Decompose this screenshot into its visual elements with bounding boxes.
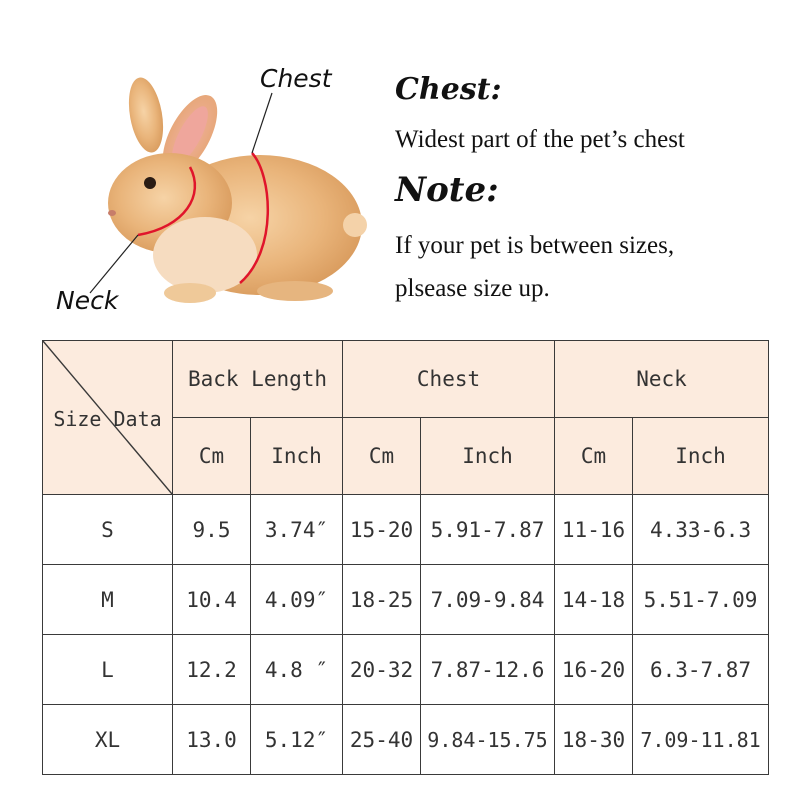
table-cell: 9.5	[173, 495, 251, 565]
unit-inch: Inch	[251, 418, 343, 495]
table-cell: 4.09″	[251, 565, 343, 635]
unit-cm: Cm	[343, 418, 421, 495]
table-cell: 5.51-7.09	[633, 565, 769, 635]
size-cell: M	[43, 565, 173, 635]
table-header-row-groups	[43, 341, 769, 418]
chest-heading: Chest:	[395, 72, 502, 107]
header-neck: Neck	[555, 341, 769, 418]
table-cell: 4.33-6.3	[633, 495, 769, 565]
note-line-1: If your pet is between sizes,	[395, 232, 675, 259]
table-cell: 20-32	[343, 635, 421, 705]
table-row	[43, 705, 769, 775]
table-cell: 13.0	[173, 705, 251, 775]
table-cell: 11-16	[555, 495, 633, 565]
header-back-length: Back Length	[173, 341, 343, 418]
table-cell: 6.3-7.87	[633, 635, 769, 705]
table-cell: 12.2	[173, 635, 251, 705]
rabbit-measurement-illustration	[40, 55, 380, 325]
table-cell: 7.09-9.84	[421, 565, 555, 635]
table-cell: 16-20	[555, 635, 633, 705]
header-chest: Chest	[343, 341, 555, 418]
size-cell: L	[43, 635, 173, 705]
unit-inch: Inch	[633, 418, 769, 495]
table-cell: 18-25	[343, 565, 421, 635]
size-chart-table	[42, 340, 769, 775]
chest-label: Chest	[260, 64, 332, 93]
rabbit-ear-back	[124, 75, 169, 155]
chest-pointer	[252, 93, 272, 153]
unit-cm: Cm	[173, 418, 251, 495]
table-cell: 18-30	[555, 705, 633, 775]
table-cell: 5.91-7.87	[421, 495, 555, 565]
table-cell: 3.74″	[251, 495, 343, 565]
table-row	[43, 565, 769, 635]
neck-pointer	[90, 235, 138, 293]
table-row	[43, 635, 769, 705]
note-heading: Note:	[395, 170, 499, 210]
note-line-2: plsease size up.	[395, 275, 550, 302]
chest-description: Widest part of the pet’s chest	[395, 126, 685, 153]
table-cell: 14-18	[555, 565, 633, 635]
table-cell: 9.84-15.75	[421, 705, 555, 775]
table-cell: 4.8 ″	[251, 635, 343, 705]
table-cell: 10.4	[173, 565, 251, 635]
table-cell: 7.09-11.81	[633, 705, 769, 775]
table-cell: 7.87-12.6	[421, 635, 555, 705]
table-row	[43, 495, 769, 565]
size-data-corner-cell	[43, 341, 173, 495]
size-cell: S	[43, 495, 173, 565]
table-cell: 25-40	[343, 705, 421, 775]
unit-cm: Cm	[555, 418, 633, 495]
unit-inch: Inch	[421, 418, 555, 495]
size-cell: XL	[43, 705, 173, 775]
table-cell: 15-20	[343, 495, 421, 565]
size-data-label: Size Data	[53, 406, 162, 431]
rabbit-eye	[144, 177, 156, 189]
neck-label: Neck	[56, 286, 119, 315]
table-cell: 5.12″	[251, 705, 343, 775]
